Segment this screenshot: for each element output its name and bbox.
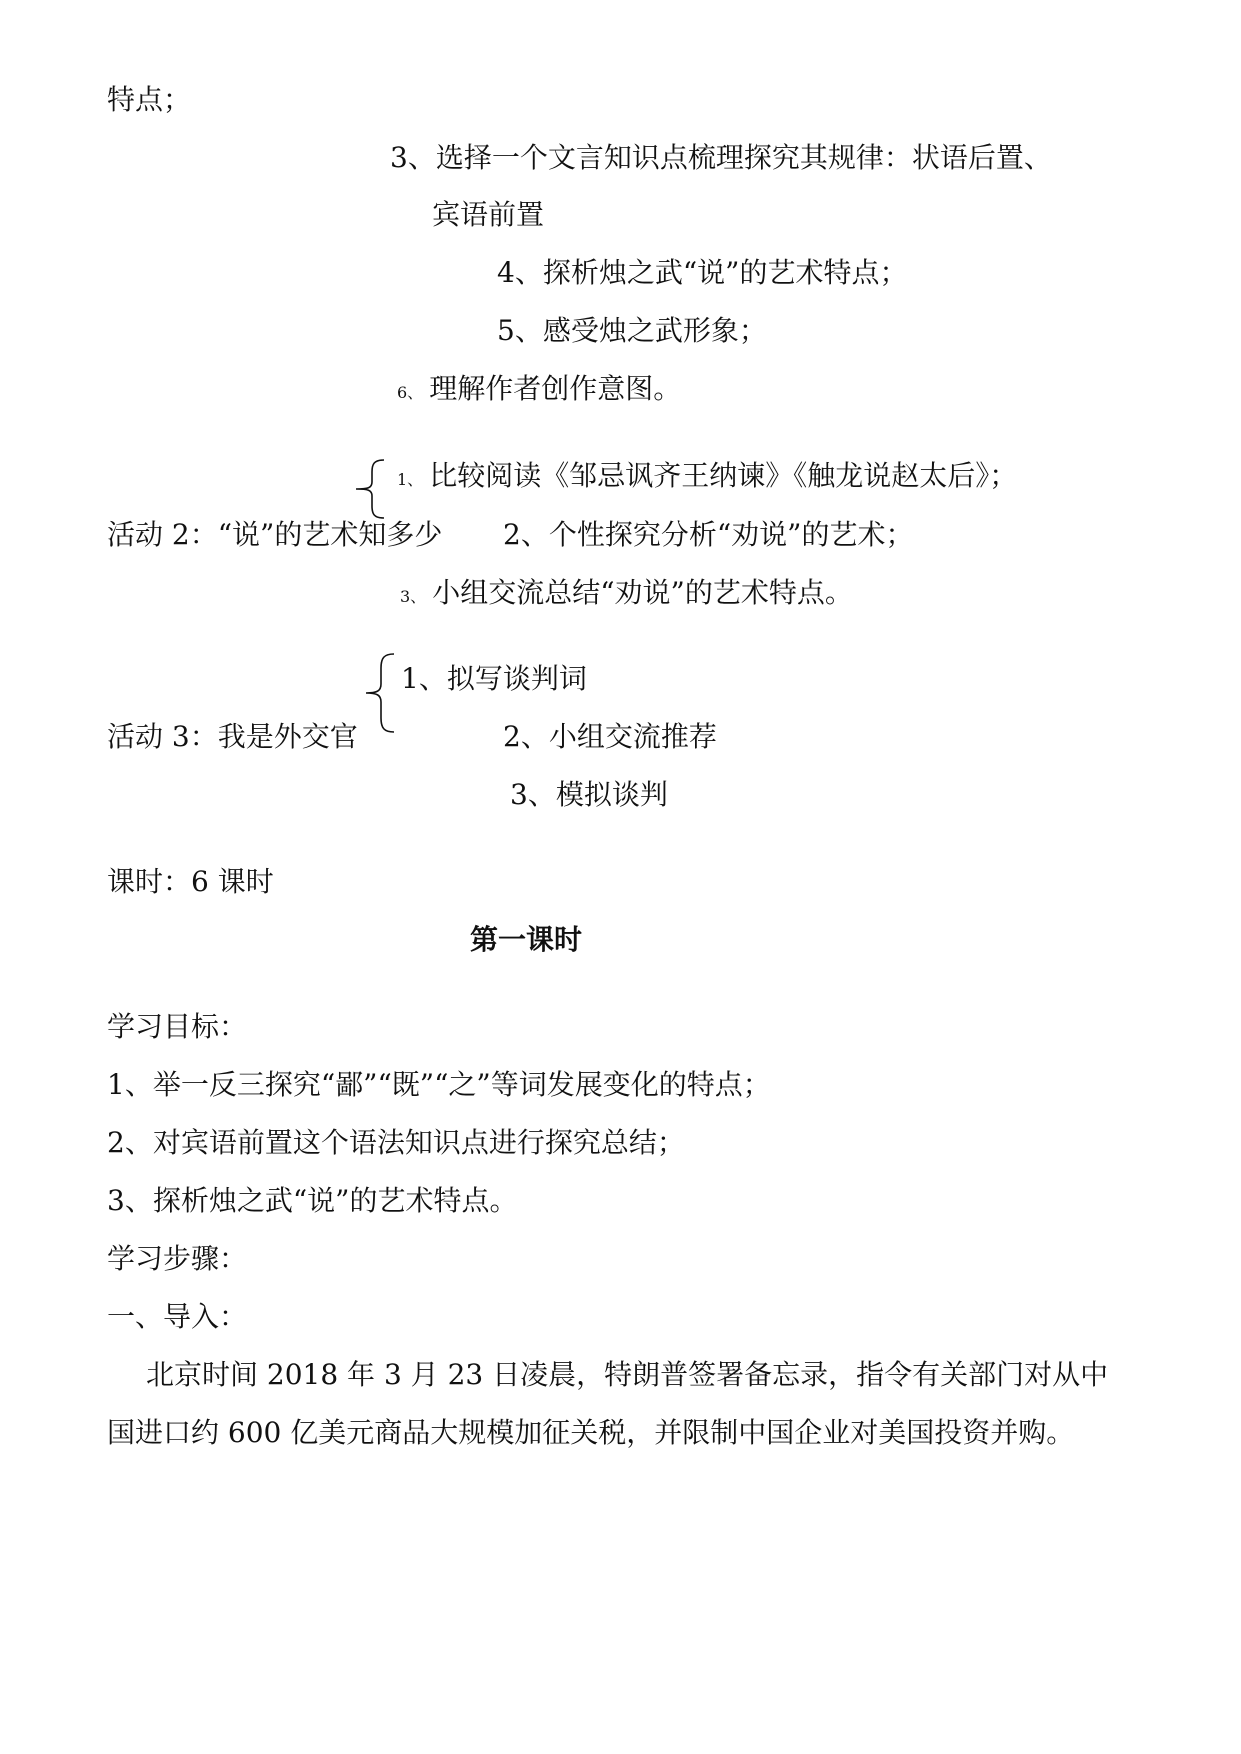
lesson-title: 第一课时 (470, 923, 583, 956)
activity-2-label: 活动 2：“说”的艺术知多少 (107, 518, 443, 551)
objective-2: 2、对宾语前置这个语法知识点进行探究总结； (107, 1126, 685, 1159)
activity-3-label: 活动 3：我是外交官 (107, 720, 358, 753)
intro-paragraph-line-2: 国进口约 600 亿美元商品大规模加征关税，并限制中国企业对美国投资并购。 (107, 1416, 1075, 1449)
activity-2-item-3-text: 小组交流总结“劝说”的艺术特点。 (432, 576, 853, 609)
outline-item-3-line-1: 3、选择一个文言知识点梳理探究其规律：状语后置、 (390, 141, 1052, 174)
activity-3-item-2: 2、小组交流推荐 (503, 720, 717, 753)
activity-2-item-3-number: 3、 (400, 587, 427, 606)
activity-2-item-1 (397, 458, 1017, 498)
objective-3: 3、探析烛之武“说”的艺术特点。 (107, 1184, 518, 1217)
outline-item-4: 4、探析烛之武“说”的艺术特点； (497, 256, 908, 289)
activity-2-item-3 (400, 575, 853, 615)
outline-item-6-text: 理解作者创作意图。 (429, 372, 682, 405)
activity-2-item-2: 2、个性探究分析“劝说”的艺术； (503, 518, 914, 551)
objectives-heading: 学习目标： (107, 1010, 248, 1043)
outline-item-3-line-2: 宾语前置 (432, 198, 545, 231)
activity-2-item-1-text: 比较阅读《邹忌讽齐王纳谏》《触龙说赵太后》； (429, 459, 1018, 492)
brace-activity-2 (352, 458, 386, 520)
intro-paragraph-line-1: 北京时间 2018 年 3 月 23 日凌晨，特朗普签署备忘录，指令有关部门对从中 (146, 1358, 1109, 1391)
activity-2-item-1-number: 1、 (397, 470, 424, 489)
outline-item-6-number: 6、 (397, 383, 424, 402)
outline-item-5: 5、感受烛之武形象； (497, 314, 767, 347)
brace-activity-3 (362, 652, 396, 734)
class-hours: 课时：6 课时 (107, 865, 274, 898)
objective-1: 1、举一反三探究“鄙”“既”“之”等词发展变化的特点； (107, 1068, 771, 1101)
steps-heading: 学习步骤： (107, 1242, 248, 1275)
activity-3-item-3: 3、模拟谈判 (510, 778, 668, 811)
activity-3-item-1: 1、拟写谈判词 (401, 662, 587, 695)
text-continuation: 特点； (107, 83, 192, 116)
outline-item-6 (397, 371, 681, 411)
step-1-heading: 一、导入： (107, 1300, 248, 1333)
